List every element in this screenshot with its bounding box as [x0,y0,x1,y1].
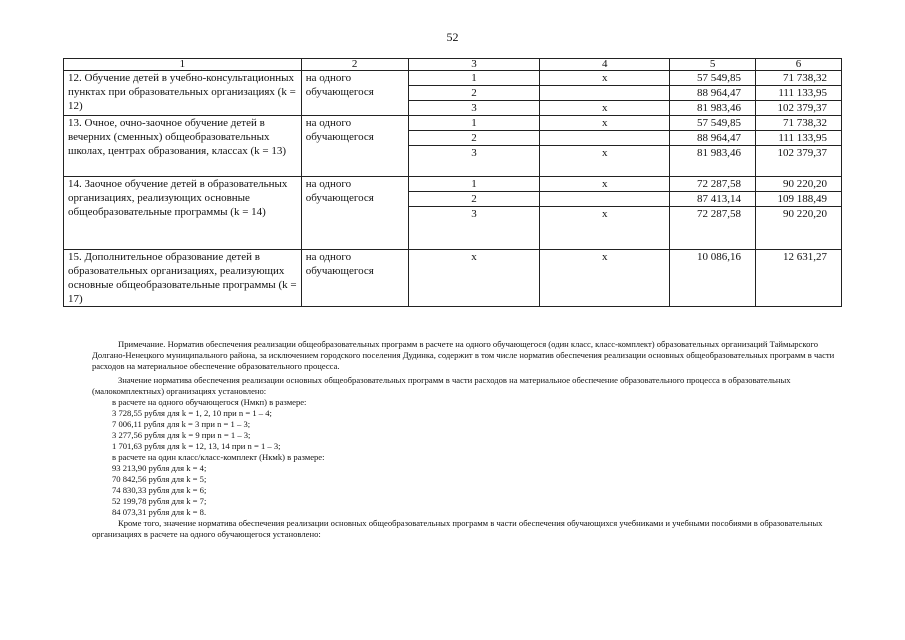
col6-cell: 12 631,27 [756,250,842,307]
col4-cell [540,86,670,101]
table-row [64,71,842,86]
col5-cell: 87 413,14 [670,192,756,207]
header-cell: 1 [64,59,302,71]
note-paragraph: Значение норматива обеспечения реализации основных общеобразовательных программ в части расходов на материальное обеспечение образовательного процесса в образовательных (малокомплектных) организациях установлено: [92,375,791,396]
page-number: 52 [446,30,459,44]
table-header-row [64,59,842,71]
col6-cell: 71 738,32 [756,116,842,131]
n-cell: 1 [408,71,540,86]
col5-cell: 88 964,47 [670,86,756,101]
col4-cell: x [540,116,670,131]
col4-cell: x [540,177,670,192]
note-paragraph: Примечание. Норматив обеспечения реализации общеобразовательных программ в расчете на одного обучающегося (один класс, класс-комплект) образовательных организаций Таймырского Долгано-Ненецкого муниципального района, за исключением городского поселения Дудинка, содержит в том числе норматив обеспечения реализации основных общеобразовательных программ в части расходов на материальное обеспечение образовательного процесса. [92,339,835,371]
col4-cell: x [540,146,670,177]
col6-cell: 102 379,37 [756,146,842,177]
col6-cell: 90 220,20 [756,177,842,192]
unit-cell: на одного обучающегося [301,116,408,177]
header-cell: 5 [670,59,756,71]
note-line: в расчете на одного обучающегося (Нмкп) в размере: [112,397,307,407]
n-cell: 3 [408,146,540,177]
col6-cell: 111 133,95 [756,86,842,101]
col5-cell: 57 549,85 [670,116,756,131]
col6-cell: 109 188,49 [756,192,842,207]
col5-cell: 10 086,16 [670,250,756,307]
n-cell: x [408,250,540,307]
header-cell: 3 [408,59,540,71]
header-cell: 4 [540,59,670,71]
note-paragraph: Кроме того, значение норматива обеспечения реализации основных общеобразовательных программ в части обеспечения обучающихся учебниками и учебными пособиями в образовательных организациях в расчете на одного обучающегося установлено: [92,518,823,539]
note-line: 3 277,56 рубля для k = 9 при n = 1 – 3; [112,430,251,440]
table-row [64,177,842,192]
col5-cell: 72 287,58 [670,177,756,192]
header-cell: 6 [756,59,842,71]
col5-cell: 81 983,46 [670,146,756,177]
col4-cell: x [540,71,670,86]
table-row [64,116,842,131]
col4-cell [540,192,670,207]
table-row [64,250,842,307]
note-line: 3 728,55 рубля для k = 1, 2, 10 при n = 1 – 4; [112,408,272,418]
note-line: в расчете на один класс/класс-комплект (Нкмk) в размере: [112,452,325,462]
note-line: 52 199,78 рубля для k = 7; [112,496,207,506]
unit-cell: на одного обучающегося [301,177,408,250]
note-line: 7 006,11 рубля для k = 3 при n = 1 – 3; [112,419,251,429]
col6-cell: 90 220,20 [756,207,842,250]
group-label: 13. Очное, очно-заочное обучение детей в вечерних (сменных) общеобразовательных школах, центрах образования, классах (k = 13) [64,116,302,177]
note-line: 70 842,56 рубля для k = 5; [112,474,207,484]
col6-cell: 111 133,95 [756,131,842,146]
group-label: 15. Дополнительное образование детей в образовательных организациях, реализующих основные общеобразовательные программы (k = 17) [64,250,302,307]
note-line: 93 213,90 рубля для k = 4; [112,463,207,473]
n-cell: 3 [408,207,540,250]
col5-cell: 57 549,85 [670,71,756,86]
col5-cell: 81 983,46 [670,101,756,116]
note-line: 84 073,31 рубля для k = 8. [112,507,207,517]
unit-cell: на одного обучающегося [301,71,408,116]
n-cell: 3 [408,101,540,116]
col4-cell: x [540,101,670,116]
n-cell: 1 [408,177,540,192]
col5-cell: 72 287,58 [670,207,756,250]
col5-cell: 88 964,47 [670,131,756,146]
n-cell: 2 [408,131,540,146]
note-line: 74 830,33 рубля для k = 6; [112,485,207,495]
standards-table [63,58,842,307]
unit-cell: на одного обучающегося [301,250,408,307]
group-label: 14. Заочное обучение детей в образовательных организациях, реализующих основные общеобразовательные программы (k = 14) [64,177,302,250]
col4-cell: x [540,207,670,250]
group-label: 12. Обучение детей в учебно-консультационных пунктах при образовательных организациях (k = 12) [64,71,302,116]
col6-cell: 71 738,32 [756,71,842,86]
notes-section [92,339,842,540]
n-cell: 2 [408,192,540,207]
col6-cell: 102 379,37 [756,101,842,116]
col4-cell [540,131,670,146]
n-cell: 2 [408,86,540,101]
n-cell: 1 [408,116,540,131]
note-line: 1 701,63 рубля для k = 12, 13, 14 при n = 1 – 3; [112,441,281,451]
header-cell: 2 [301,59,408,71]
col4-cell: x [540,250,670,307]
